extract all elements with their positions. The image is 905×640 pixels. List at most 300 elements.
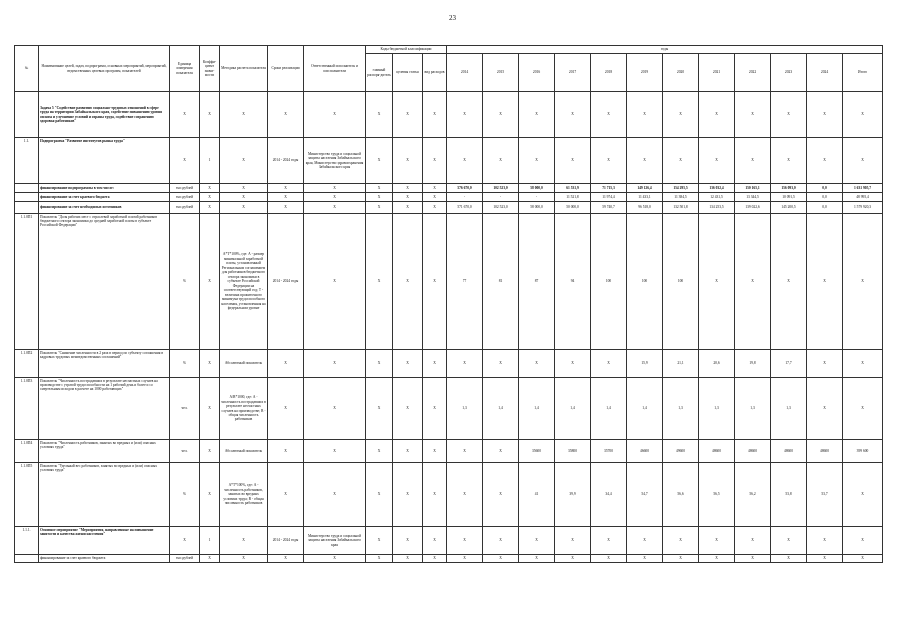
na-cell: X — [366, 202, 393, 214]
row-no: 1.1.0П2 — [15, 350, 39, 378]
table-cell: 17,7 — [771, 350, 807, 378]
na-cell: X — [447, 138, 483, 184]
na-cell: X — [200, 463, 220, 527]
na-cell: X — [393, 214, 423, 350]
row-method: А/В*1000, где: А - численность пострадавших в результате несчастных случаев на производстве; В - общая численность работников — [220, 378, 268, 440]
na-cell: X — [268, 555, 304, 563]
na-cell: X — [519, 138, 555, 184]
na-cell: X — [423, 193, 447, 202]
table-cell: 1,4 — [555, 378, 591, 440]
table-cell: 39,9 — [555, 463, 591, 527]
na-cell: X — [200, 440, 220, 463]
na-cell: X — [807, 527, 843, 555]
table-cell: 100 — [663, 214, 699, 350]
row-name: финансирование за счет краевого бюджета — [39, 555, 170, 563]
na-cell: X — [423, 527, 447, 555]
na-cell: X — [627, 527, 663, 555]
row-name: Показатель "Доля рабочих мест с отраслевой заработной платой работников бюджетного сектора экономики до средней заработной платы в субъекте Российской Федерации" — [39, 214, 170, 350]
na-cell: X — [423, 202, 447, 214]
na-cell: X — [393, 193, 423, 202]
table-cell: 48 995,4 — [843, 193, 883, 202]
table-cell: 0,0 — [807, 193, 843, 202]
row-name: Задача 5 "Содействие развитию социально-трудовых отношений в сфере труда на территории Забайкальского края, содействие повышению уровня оплаты и улучшение условий и охраны труда, содействие сохранению здоровья работников" — [39, 92, 170, 138]
na-cell: X — [200, 214, 220, 350]
table-cell: 10 091,5 — [771, 193, 807, 202]
table-row — [15, 555, 883, 563]
table-cell: 149 126,4 — [627, 184, 663, 193]
na-cell: X — [366, 378, 393, 440]
row-name: финансирование за счет краевого бюджета — [39, 193, 170, 202]
table-cell: 1,3 — [735, 378, 771, 440]
table-cell: 54,7 — [627, 463, 663, 527]
na-cell: X — [735, 527, 771, 555]
na-cell: X — [771, 527, 807, 555]
table-cell: 48600 — [807, 440, 843, 463]
na-cell: X — [268, 463, 304, 527]
na-cell: X — [699, 92, 735, 138]
na-cell: X — [483, 440, 519, 463]
table-cell: 46600 — [627, 440, 663, 463]
year-header: 2023 — [771, 54, 807, 92]
na-cell: X — [366, 350, 393, 378]
na-cell: X — [366, 184, 393, 193]
na-cell: X — [627, 92, 663, 138]
na-cell: X — [393, 463, 423, 527]
na-cell: X — [423, 440, 447, 463]
na-cell: X — [519, 555, 555, 563]
table-cell: 96 518,0 — [627, 202, 663, 214]
na-cell: X — [220, 138, 268, 184]
col-header-coef: Коэффи-циент значи-мости — [200, 46, 220, 92]
table-row — [15, 202, 883, 214]
na-cell: X — [807, 350, 843, 378]
row-coef: 1 — [200, 138, 220, 184]
na-cell: X — [627, 138, 663, 184]
na-cell: X — [591, 527, 627, 555]
row-no: 1.1.0П3 — [15, 378, 39, 440]
table-cell: 56,5 — [699, 463, 735, 527]
table-row — [15, 350, 883, 378]
year-header: Итого — [843, 54, 883, 92]
na-cell: X — [268, 378, 304, 440]
na-cell: X — [423, 92, 447, 138]
na-cell: X — [304, 350, 366, 378]
table-cell: 102 523,0 — [483, 202, 519, 214]
year-header: 2015 — [483, 54, 519, 92]
table-cell: 150 165,1 — [735, 184, 771, 193]
na-cell: X — [366, 440, 393, 463]
na-cell: X — [304, 202, 366, 214]
row-unit: % — [170, 350, 200, 378]
row-method: А*Т*100%, где: А - размер минимальной заработной платы, установленный Региональным соглашением для работников бюджетного сектора экономики в субъекте Российской Федерации на соответствующий год; Т - величина прожиточного минимума трудоспособного населения, установленная на федеральном уровне — [220, 214, 268, 350]
row-no: 1.1.0П4 — [15, 440, 39, 463]
table-cell: 56,2 — [735, 463, 771, 527]
na-cell: X — [555, 555, 591, 563]
na-cell: X — [843, 214, 883, 350]
table-cell: 102 523,0 — [483, 184, 519, 193]
table-cell: 1,3 — [663, 378, 699, 440]
na-cell: X — [807, 378, 843, 440]
col-header-resp: Ответственный исполнитель и соисполнители — [304, 46, 366, 92]
na-cell: X — [304, 92, 366, 138]
na-cell: X — [843, 527, 883, 555]
na-cell: X — [268, 184, 304, 193]
row-name: Основное мероприятие "Мероприятия, направленные на повышение занятости и качества жизни населения" — [39, 527, 170, 555]
table-cell — [15, 202, 39, 214]
table-cell: 35700 — [591, 440, 627, 463]
na-cell: X — [304, 440, 366, 463]
na-cell: X — [699, 555, 735, 563]
year-header: 2016 — [519, 54, 555, 92]
na-cell: X — [771, 555, 807, 563]
na-cell: X — [591, 350, 627, 378]
row-method: Абсолютный показатель — [220, 350, 268, 378]
table-cell: 94 — [555, 214, 591, 350]
row-no: 1.1.1. — [15, 527, 39, 555]
na-cell: X — [423, 138, 447, 184]
row-method: Абсолютный показатель — [220, 440, 268, 463]
na-cell: X — [483, 138, 519, 184]
na-cell: X — [423, 214, 447, 350]
na-cell: X — [423, 463, 447, 527]
table-cell: 58 000,0 — [519, 202, 555, 214]
table-cell: 1,3 — [771, 378, 807, 440]
program-table — [14, 45, 883, 563]
na-cell: X — [304, 184, 366, 193]
table-cell: 53,7 — [807, 463, 843, 527]
na-cell: X — [843, 92, 883, 138]
row-name: Показатель "Численность пострадавших в результате несчастных случаев на производстве с утратой трудоспособности на 1 рабочий день и более и со смертельным исходом в расчете на 1000 работающих" — [39, 378, 170, 440]
row-name: Показатель "Удельный вес работников, занятых во вредных и (или) опасных условиях труда" — [39, 463, 170, 527]
table-cell: 1 631 905,7 — [843, 184, 883, 193]
row-unit: тыс.рублей — [170, 555, 200, 563]
na-cell: X — [735, 555, 771, 563]
na-cell: X — [483, 92, 519, 138]
row-unit: чел. — [170, 378, 200, 440]
na-cell: X — [699, 214, 735, 350]
table-row — [15, 440, 883, 463]
na-cell: X — [843, 350, 883, 378]
col-header-years: годы — [447, 46, 883, 54]
table-cell: 0,0 — [807, 184, 843, 193]
table-cell: 11 974,4 — [591, 193, 627, 202]
na-cell: X — [447, 92, 483, 138]
na-cell: X — [200, 378, 220, 440]
na-cell: X — [200, 92, 220, 138]
table-row — [15, 527, 883, 555]
na-cell: X — [555, 138, 591, 184]
table-cell: 1 579 920,3 — [843, 202, 883, 214]
na-cell: X — [735, 92, 771, 138]
table-row — [15, 214, 883, 350]
row-no: 1.1.0П1 — [15, 214, 39, 350]
table-cell — [15, 92, 39, 138]
na-cell: X — [268, 350, 304, 378]
na-cell: X — [447, 527, 483, 555]
year-header: 2021 — [699, 54, 735, 92]
na-cell: X — [304, 193, 366, 202]
table-row — [15, 138, 883, 184]
table-cell: 71 715,3 — [591, 184, 627, 193]
na-cell: X — [483, 555, 519, 563]
na-cell: X — [366, 214, 393, 350]
table-cell: 56,6 — [663, 463, 699, 527]
table-row — [15, 378, 883, 440]
na-cell: X — [304, 463, 366, 527]
table-cell: 48600 — [699, 440, 735, 463]
page-number: 23 — [449, 14, 456, 22]
na-cell: X — [220, 193, 268, 202]
table-cell: 132 501,8 — [663, 202, 699, 214]
table-cell: 49600 — [663, 440, 699, 463]
row-name: Показатель "Снижение численности в 2 раза в период по субъекту соглашения в кадровых трудовых межведомственных соглашений" — [39, 350, 170, 378]
row-method: А*Т*100%, где: А - численность работников, занятых во вредных условиях труда; В - общая численность работников — [220, 463, 268, 527]
table-cell: 1,4 — [519, 378, 555, 440]
na-cell: X — [483, 527, 519, 555]
table-cell: 19,8 — [735, 350, 771, 378]
na-cell: X — [268, 440, 304, 463]
na-cell: X — [843, 138, 883, 184]
na-cell: X — [627, 555, 663, 563]
table-cell: 156 093,0 — [771, 184, 807, 193]
row-name: Показатель "Численность работников, занятых во вредных и (или) опасных условиях труда" — [39, 440, 170, 463]
year-header: 2014 — [447, 54, 483, 92]
na-cell: X — [393, 350, 423, 378]
table-cell: 58 000,0 — [519, 184, 555, 193]
table-row — [15, 92, 883, 138]
na-cell: X — [699, 138, 735, 184]
table-cell: 11 433,1 — [627, 193, 663, 202]
table-cell: 145 200,5 — [771, 202, 807, 214]
na-cell: X — [663, 138, 699, 184]
na-cell: X — [170, 527, 200, 555]
year-header: 2024 — [807, 54, 843, 92]
na-cell: X — [200, 184, 220, 193]
table-row — [15, 463, 883, 527]
row-unit: чел. — [170, 440, 200, 463]
table-cell: 53,8 — [771, 463, 807, 527]
col-header-no: № — [15, 46, 39, 92]
na-cell: X — [268, 202, 304, 214]
table-cell: 1,4 — [591, 378, 627, 440]
table-cell: 134 253,5 — [699, 202, 735, 214]
na-cell: X — [771, 138, 807, 184]
row-term: 2014 - 2024 годы — [268, 138, 304, 184]
table-cell: 11 521,8 — [555, 193, 591, 202]
na-cell: X — [771, 214, 807, 350]
table-cell: 41 — [519, 463, 555, 527]
na-cell: X — [200, 350, 220, 378]
row-unit: тыс.рублей — [170, 202, 200, 214]
na-cell: X — [843, 463, 883, 527]
table-cell: 0,0 — [807, 202, 843, 214]
table-cell: - — [519, 193, 555, 202]
col-header-term: Сроки реализации — [268, 46, 304, 92]
table-cell: 48600 — [771, 440, 807, 463]
header-row-group — [15, 46, 883, 54]
na-cell: X — [663, 92, 699, 138]
row-unit: тыс.рублей — [170, 184, 200, 193]
table-cell: 35600 — [519, 440, 555, 463]
na-cell: X — [304, 378, 366, 440]
table-cell: 571 670,0 — [447, 202, 483, 214]
table-cell: 154 295,5 — [663, 184, 699, 193]
table-row — [15, 193, 883, 202]
na-cell: X — [393, 92, 423, 138]
table-cell: 61 531,9 — [555, 184, 591, 193]
row-no: 1.1. — [15, 138, 39, 184]
na-cell: X — [735, 214, 771, 350]
na-cell: X — [393, 138, 423, 184]
table-cell: 576 670,0 — [447, 184, 483, 193]
row-unit: % — [170, 214, 200, 350]
na-cell: X — [447, 555, 483, 563]
table-row — [15, 184, 883, 193]
row-unit: % — [170, 463, 200, 527]
na-cell: X — [447, 440, 483, 463]
na-cell: X — [663, 555, 699, 563]
na-cell: X — [366, 463, 393, 527]
na-cell: X — [447, 350, 483, 378]
table-cell: 139 022,6 — [735, 202, 771, 214]
col-header-codes: Коды бюджетной классификации — [366, 46, 447, 54]
table-cell: 34,4 — [591, 463, 627, 527]
na-cell: X — [200, 202, 220, 214]
table-cell: 1,4 — [483, 378, 519, 440]
row-name: Подпрограмма "Развитие институтов рынка труда" — [39, 138, 170, 184]
na-cell: X — [771, 92, 807, 138]
table-cell: 1,4 — [627, 378, 663, 440]
year-header: 2019 — [627, 54, 663, 92]
na-cell: X — [807, 138, 843, 184]
table-cell: 1,3 — [699, 378, 735, 440]
table-cell: 21,1 — [663, 350, 699, 378]
year-header: 2022 — [735, 54, 771, 92]
na-cell: X — [366, 193, 393, 202]
row-resp: Министерство труда и социальной защиты населения Забайкальского края, Министерство здравоохранения Забайкальского края — [304, 138, 366, 184]
year-header: 2017 — [555, 54, 591, 92]
col-header-code2: целевая статья — [393, 54, 423, 92]
table-cell: 1,3 — [447, 378, 483, 440]
na-cell: X — [393, 527, 423, 555]
na-cell: X — [220, 555, 268, 563]
na-cell: X — [393, 555, 423, 563]
na-cell: X — [220, 527, 268, 555]
na-cell: X — [663, 527, 699, 555]
na-cell: X — [807, 555, 843, 563]
table-cell: 15,9 — [627, 350, 663, 378]
na-cell: X — [735, 138, 771, 184]
na-cell: X — [423, 378, 447, 440]
table-cell: 12 431,5 — [699, 193, 735, 202]
na-cell: X — [366, 555, 393, 563]
na-cell: X — [423, 184, 447, 193]
table-cell: - — [483, 193, 519, 202]
col-header-method: Методика расчета показателя — [220, 46, 268, 92]
table-cell: 77 — [447, 214, 483, 350]
col-header-name: Наименование целей, задач, подпрограмм, основных мероприятий, мероприятий, ведомственных целевых программ, показателей — [39, 46, 170, 92]
year-header: 2018 — [591, 54, 627, 92]
na-cell: X — [366, 527, 393, 555]
na-cell: X — [220, 202, 268, 214]
na-cell: X — [366, 138, 393, 184]
row-unit: тыс.рублей — [170, 193, 200, 202]
table-cell: 100 — [591, 214, 627, 350]
na-cell: X — [170, 92, 200, 138]
na-cell: X — [423, 350, 447, 378]
row-coef: 1 — [200, 527, 220, 555]
row-resp: Министерство труда и социальной защиты населения Забайкальского края — [304, 527, 366, 555]
na-cell: X — [200, 555, 220, 563]
table-cell: 35800 — [555, 440, 591, 463]
table-cell: 59 740,7 — [591, 202, 627, 214]
table-cell — [15, 555, 39, 563]
row-name: финансирование подпрограммы в том числе: — [39, 184, 170, 193]
na-cell: X — [393, 378, 423, 440]
na-cell: X — [366, 92, 393, 138]
na-cell: X — [393, 440, 423, 463]
na-cell: X — [555, 350, 591, 378]
na-cell: X — [519, 92, 555, 138]
na-cell: X — [220, 92, 268, 138]
table-cell: 81 — [483, 214, 519, 350]
table-cell: 48600 — [735, 440, 771, 463]
row-name: финансирование за счет необходимых источников — [39, 202, 170, 214]
na-cell: X — [200, 193, 220, 202]
table-cell: - — [447, 193, 483, 202]
na-cell: X — [304, 555, 366, 563]
na-cell: X — [304, 214, 366, 350]
na-cell: X — [555, 527, 591, 555]
table-cell: 100 — [627, 214, 663, 350]
na-cell: X — [423, 555, 447, 563]
col-header-unit: Единица измерения показателя — [170, 46, 200, 92]
row-term: 2014 - 2024 годы — [268, 214, 304, 350]
na-cell: X — [699, 527, 735, 555]
table-cell: 20,6 — [699, 350, 735, 378]
na-cell: X — [807, 92, 843, 138]
na-cell: X — [555, 92, 591, 138]
col-header-code1: главный распоря-дитель — [366, 54, 393, 92]
na-cell: X — [843, 378, 883, 440]
na-cell: X — [483, 463, 519, 527]
col-header-code3: вид расходов — [423, 54, 447, 92]
table-cell — [15, 193, 39, 202]
row-term: 2014 - 2024 годы — [268, 527, 304, 555]
na-cell: X — [393, 202, 423, 214]
year-header: 2020 — [663, 54, 699, 92]
table-cell — [15, 184, 39, 193]
na-cell: X — [447, 463, 483, 527]
table-cell: 13 344,5 — [735, 193, 771, 202]
na-cell: X — [393, 184, 423, 193]
table-cell: 50 000,0 — [555, 202, 591, 214]
na-cell: X — [268, 193, 304, 202]
na-cell: X — [519, 527, 555, 555]
na-cell: X — [170, 138, 200, 184]
na-cell: X — [843, 555, 883, 563]
na-cell: X — [591, 555, 627, 563]
table-cell: 11 384,5 — [663, 193, 699, 202]
na-cell: X — [591, 92, 627, 138]
na-cell: X — [591, 138, 627, 184]
na-cell: X — [483, 350, 519, 378]
table-cell: 399 600 — [843, 440, 883, 463]
na-cell: X — [268, 92, 304, 138]
row-no: 1.1.0П5 — [15, 463, 39, 527]
na-cell: X — [220, 184, 268, 193]
table-cell: 136 032,4 — [699, 184, 735, 193]
